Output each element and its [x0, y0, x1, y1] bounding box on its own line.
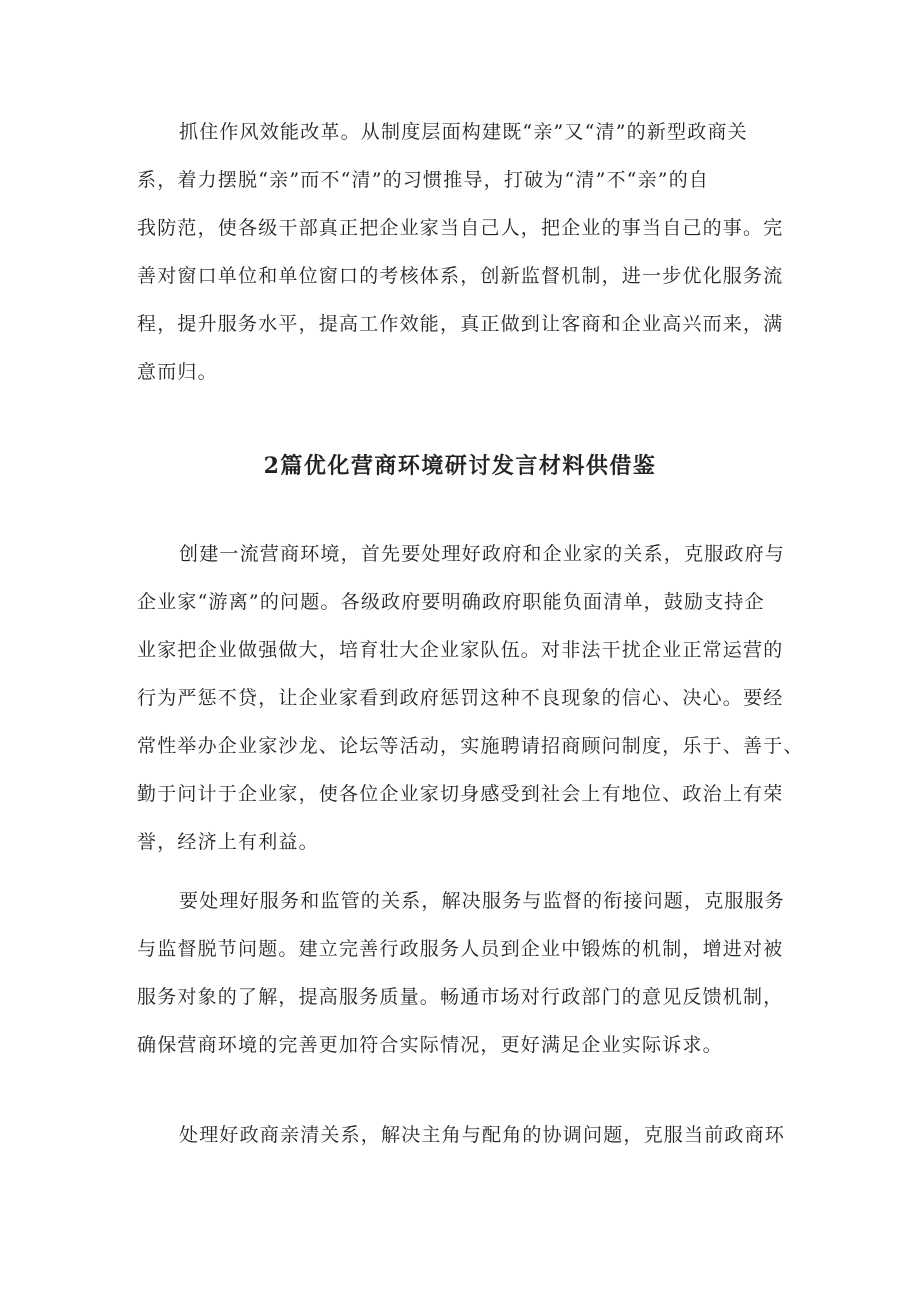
paragraph-2-line-7: 誉，经济上有利益。 — [137, 831, 319, 853]
paragraph-3-line-2: 与监督脱节问题。建立完善行政服务人员到企业中锻炼的机制，增进对被 — [137, 938, 784, 960]
paragraph-1-line-3: 我防范，使各级干部真正把企业家当自己人，把企业的事当自己的事。完 — [137, 217, 784, 239]
paragraph-2-line-6: 勤于问计于企业家，使各位企业家切身感受到社会上有地位、政治上有荣 — [137, 783, 784, 805]
paragraph-1-line-5: 程，提升服务水平，提高工作效能，真正做到让客商和企业高兴而来，满 — [137, 313, 784, 335]
paragraph-4-line-1: 处理好政商亲清关系，解决主角与配角的协调问题，克服当前政商环 — [179, 1124, 786, 1146]
paragraph-2-line-3: 业家把企业做强做大，培育壮大企业家队伍。对非法干扰企业正常运营的 — [137, 639, 784, 661]
paragraph-1-line-1: 抓住作风效能改革。从制度层面构建既“亲”又“清”的新型政商关 — [179, 121, 748, 143]
paragraph-2-line-5: 常性举办企业家沙龙、论坛等活动，实施聘请招商顾问制度，乐于、善于、 — [137, 735, 804, 757]
paragraph-2-line-2: 企业家“游离”的问题。各级政府要明确政府职能负面清单，鼓励支持企 — [137, 591, 765, 613]
paragraph-2-line-1: 创建一流营商环境，首先要处理好政府和企业家的关系，克服政府与 — [179, 543, 786, 565]
paragraph-1-line-4: 善对窗口单位和单位窗口的考核体系，创新监督机制，进一步优化服务流 — [137, 265, 784, 287]
paragraph-3-line-4: 确保营商环境的完善更加符合实际情况，更好满足企业实际诉求。 — [137, 1034, 723, 1056]
section-heading: 2篇优化营商环境研讨发言材料供借鉴 — [263, 453, 657, 479]
paragraph-1-line-2: 系，着力摆脱“亲”而不“清”的习惯推导，打破为“清”不“亲”的自 — [137, 169, 710, 191]
paragraph-3-line-3: 服务对象的了解，提高服务质量。畅通市场对行政部门的意见反馈机制， — [137, 986, 784, 1008]
paragraph-2-line-4: 行为严惩不贷，让企业家看到政府惩罚这种不良现象的信心、决心。要经 — [137, 687, 784, 709]
paragraph-1-line-6: 意而归。 — [137, 361, 218, 383]
paragraph-3-line-1: 要处理好服务和监管的关系，解决服务与监督的衔接问题，克服服务 — [179, 890, 786, 912]
